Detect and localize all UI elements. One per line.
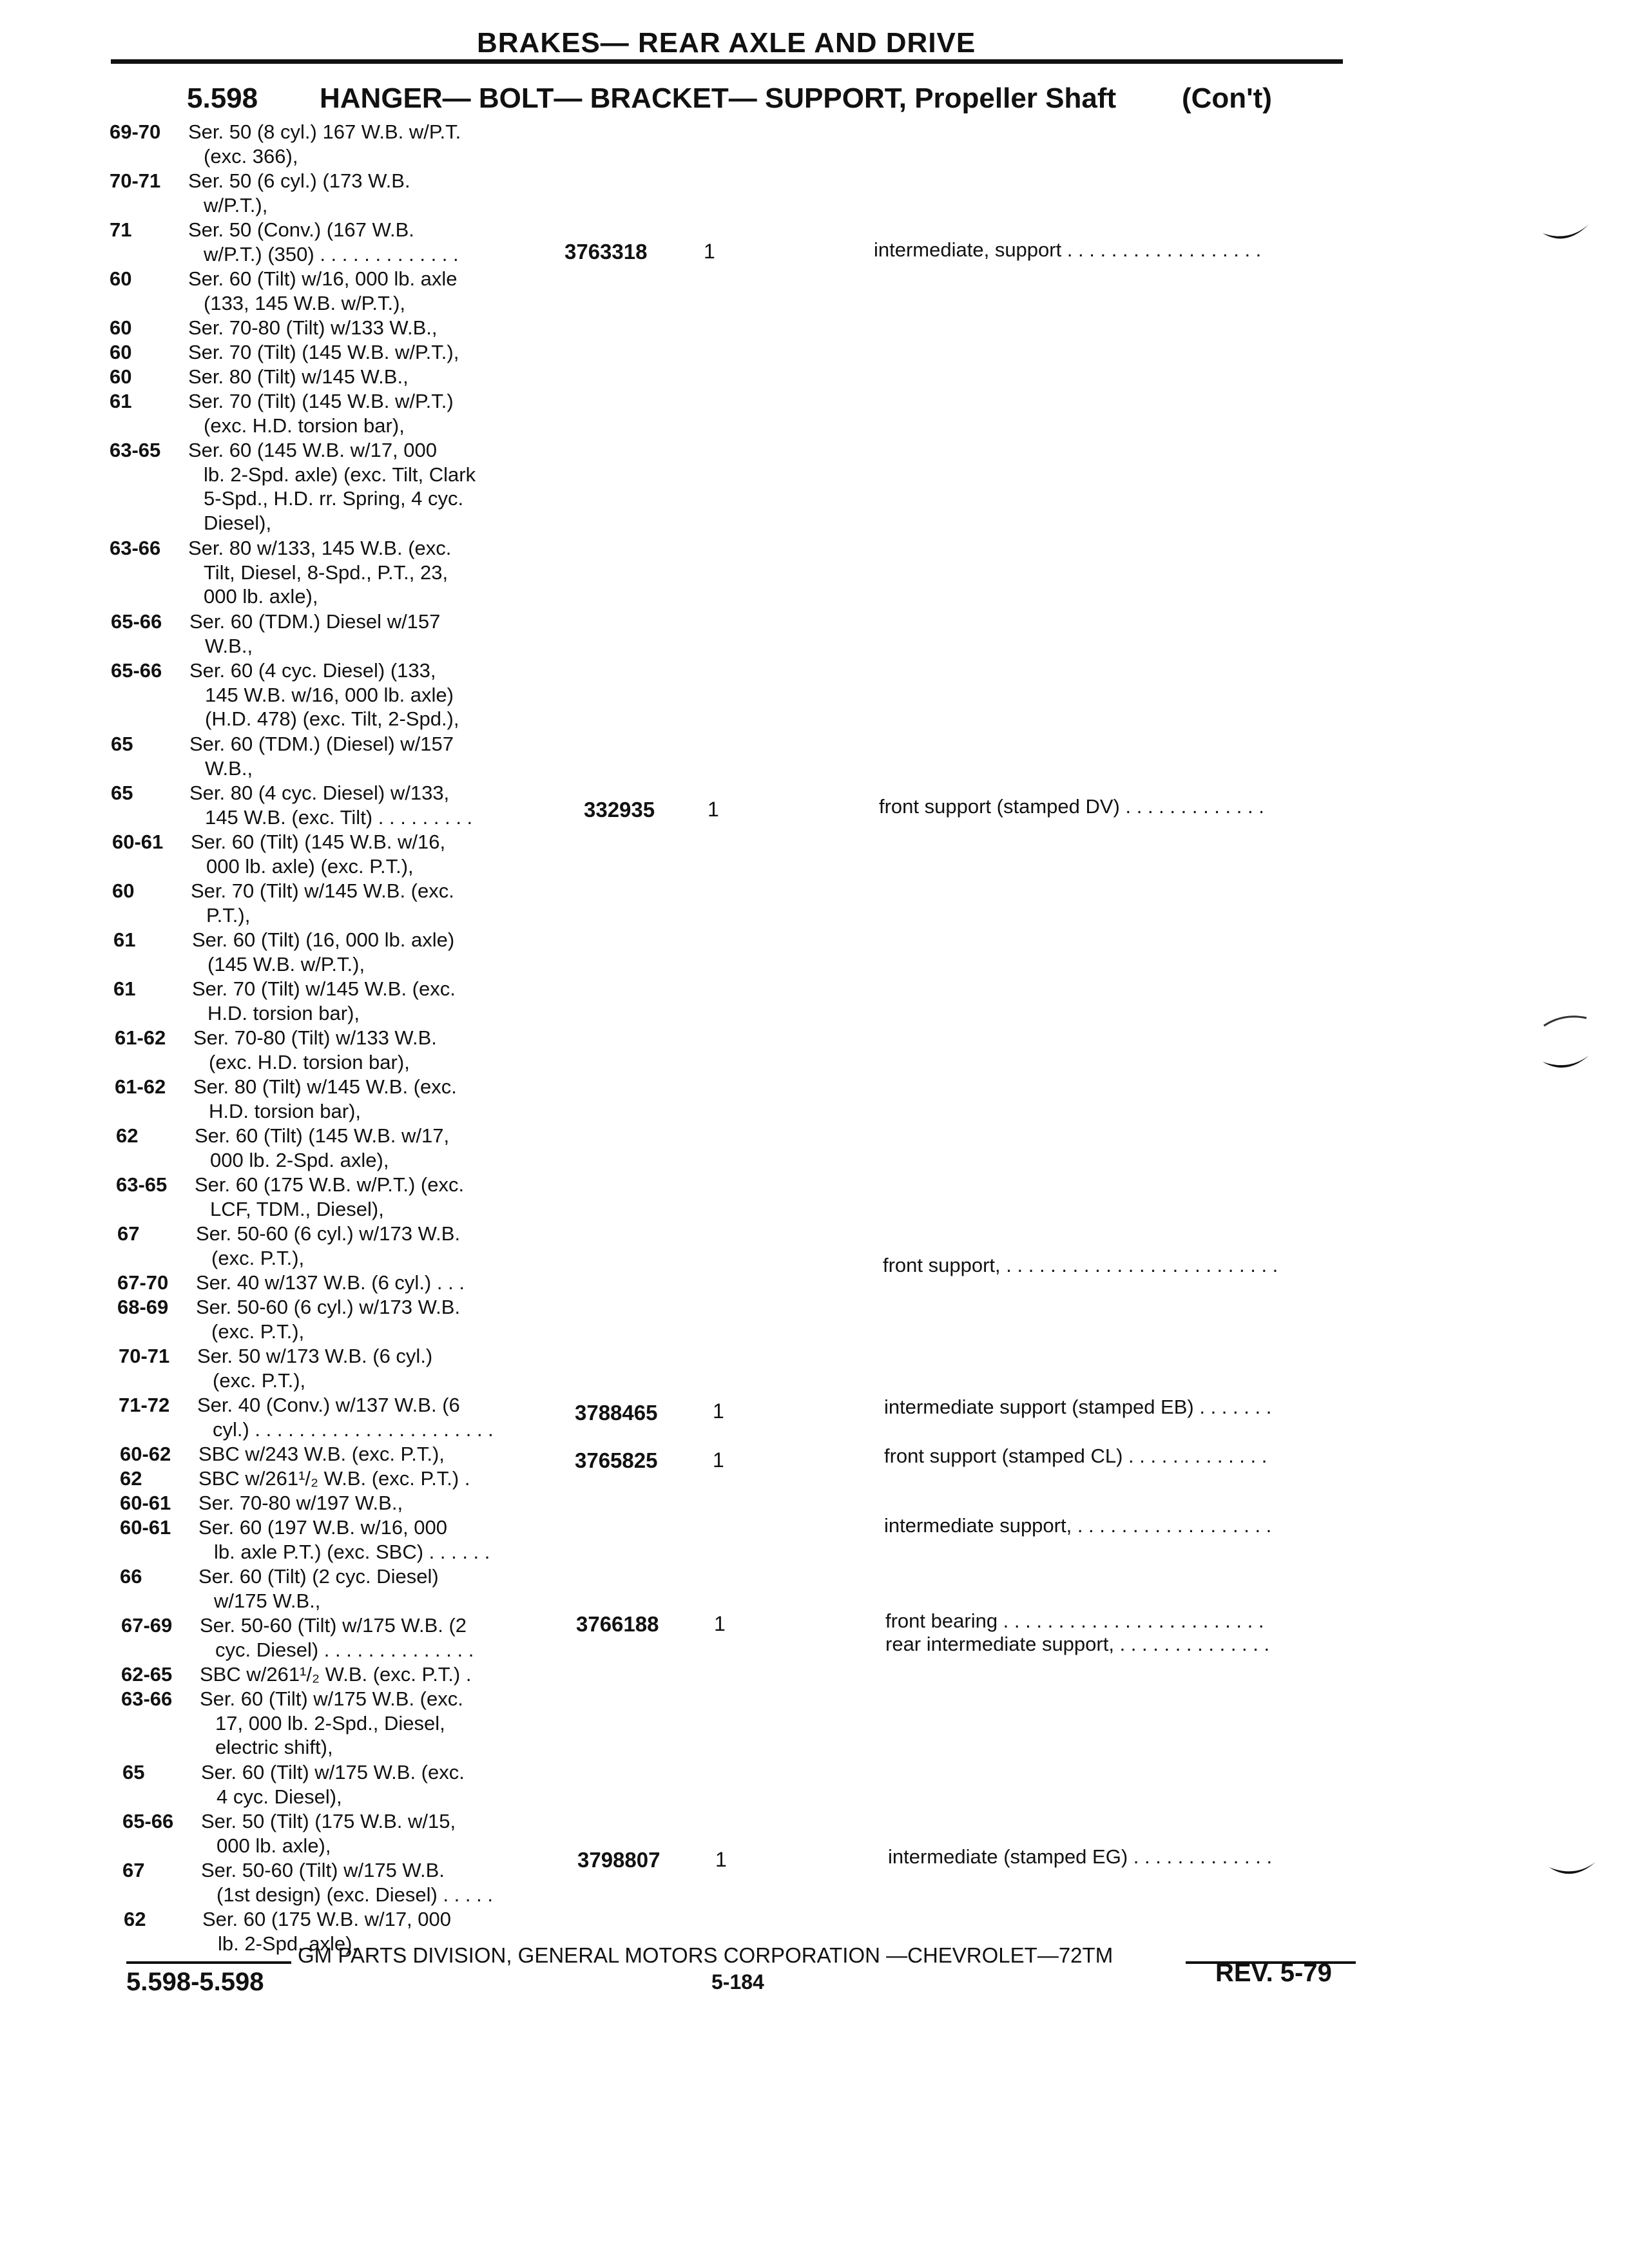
part-number: 3765825 [575,1448,658,1472]
entry-description: Ser. 50 w/173 W.B. (6 cyl.) (exc. P.T.), [197,1345,433,1392]
part-quantity: 1 [708,798,719,821]
binder-mark-icon [1547,1856,1598,1888]
entry-description: Ser. 60 (175 W.B. w/P.T.) (exc. LCF, TDM., Diesel), [195,1173,465,1220]
entry-description: Ser. 70 (Tilt) w/145 W.B. (exc. H.D. torsion bar), [192,977,456,1024]
entry-description: Ser. 60 (TDM.) (Diesel) w/157 W.B., [189,733,454,780]
entry-year: 67-70 [117,1271,169,1294]
entry-description: Ser. 40 w/137 W.B. (6 cyl.) . . . [196,1271,465,1294]
entry-year: 60 [110,267,132,290]
entry-year: 61-62 [115,1075,166,1098]
part-description: intermediate, support . . . . . . . . . . . . . . . . . . [874,238,1262,261]
entry-description: SBC w/261¹/₂ W.B. (exc. P.T.) . [198,1467,470,1490]
header-rule [111,59,1343,64]
part-quantity: 1 [704,240,715,263]
entry-year: 61 [113,928,136,951]
entry-description: Ser. 50-60 (Tilt) w/175 W.B. (1st design) (exc. Diesel) . . . . . [201,1859,493,1906]
entry-year: 60-62 [120,1443,171,1465]
entry-description: Ser. 60 (Tilt) (145 W.B. w/17, 000 lb. 2-Spd. axle), [195,1124,450,1171]
entry-year: 67 [122,1859,145,1881]
footer-page-number: 5-184 [711,1970,764,1994]
entry-year: 66 [120,1565,142,1588]
entry-description: Ser. 60 (Tilt) (145 W.B. w/16, 000 lb. axle) (exc. P.T.), [191,831,446,878]
entry-year: 60-61 [120,1516,171,1539]
section-continued-label: (Con't) [1182,82,1272,114]
entry-description: Ser. 80 (4 cyc. Diesel) w/133, 145 W.B. (exc. Tilt) . . . . . . . . . [189,782,473,829]
section-title: HANGER— BOLT— BRACKET— SUPPORT, Propeller Shaft [320,82,1117,114]
entry-year: 60-61 [120,1492,171,1514]
footer-revision: REV. 5-79 [1215,1959,1332,1987]
entry-year: 60 [110,365,132,388]
entry-description: Ser. 70 (Tilt) (145 W.B. w/P.T.) (exc. H.D. torsion bar), [188,390,454,437]
entry-description: Ser. 60 (TDM.) Diesel w/157 W.B., [189,610,441,657]
part-number: 3766188 [576,1612,659,1636]
entry-year: 65 [111,733,133,755]
entry-description: SBC w/243 W.B. (exc. P.T.), [198,1443,445,1465]
binder-mark-icon [1540,1012,1592,1031]
entry-year: 61 [113,977,136,1000]
part-number: 3788465 [575,1401,658,1425]
entry-year: 62 [120,1467,142,1490]
entry-description: Ser. 80 w/133, 145 W.B. (exc. Tilt, Diesel, 8-Spd., P.T., 23, 000 lb. axle), [188,537,452,608]
part-description: front support (stamped CL) . . . . . . . . . . . . . [884,1445,1268,1467]
entry-description: Ser. 70 (Tilt) (145 W.B. w/P.T.), [188,341,459,363]
footer-publisher: GM PARTS DIVISION, GENERAL MOTORS CORPORATION —CHEVROLET—72TM [298,1943,1113,1967]
entry-description: Ser. 60 (175 W.B. w/17, 000 lb. 2-Spd. axle), [202,1908,452,1955]
entry-year: 67 [117,1222,140,1245]
part-description: front support (stamped DV) . . . . . . . . . . . . . [879,795,1264,818]
entry-year: 63-65 [116,1173,168,1196]
entry-description: Ser. 60 (197 W.B. w/16, 000 lb. axle P.T.) (exc. SBC) . . . . . . [198,1516,490,1563]
entry-year: 70-71 [119,1345,170,1367]
entry-description: Ser. 60 (Tilt) w/175 W.B. (exc. 4 cyc. Diesel), [201,1761,465,1808]
entry-year: 63-66 [110,537,161,559]
part-description: front bearing . . . . . . . . . . . . . . . . . . . . . . . . [885,1610,1264,1632]
entry-year: 61 [110,390,132,412]
part-quantity: 1 [715,1848,727,1871]
entry-description: Ser. 70 (Tilt) w/145 W.B. (exc. P.T.), [191,879,454,927]
entry-description: Ser. 60 (Tilt) (2 cyc. Diesel) w/175 W.B., [198,1565,439,1612]
part-number: 3798807 [577,1848,660,1872]
entry-description: Ser. 50-60 (6 cyl.) w/173 W.B. (exc. P.T.), [196,1222,461,1269]
entry-year: 68-69 [117,1296,169,1318]
entry-year: 62 [124,1908,146,1930]
part-description: rear intermediate support, . . . . . . . . . . . . . . [885,1633,1270,1655]
entry-year: 60 [110,341,132,363]
entry-year: 65-66 [111,659,162,682]
entry-year: 70-71 [110,169,161,192]
entry-description: Ser. 60 (145 W.B. w/17, 000 lb. 2-Spd. axle) (exc. Tilt, Clark 5-Spd., H.D. rr. Spring, 4 cyc. Diesel), [188,439,476,534]
entry-year: 67-69 [121,1614,173,1637]
entry-year: 60 [112,879,135,902]
entry-year: 71 [110,218,132,241]
entry-description: Ser. 70-80 (Tilt) w/133 W.B. (exc. H.D. torsion bar), [193,1026,437,1073]
part-quantity: 1 [713,1399,724,1423]
footer-section-range: 5.598-5.598 [126,1968,264,1996]
entry-description: Ser. 80 (Tilt) w/145 W.B. (exc. H.D. torsion bar), [193,1075,457,1122]
entry-year: 65 [122,1761,145,1783]
binder-mark-icon [1540,1050,1592,1082]
entry-description: Ser. 70-80 (Tilt) w/133 W.B., [188,316,438,339]
part-quantity: 1 [714,1612,726,1635]
part-description: front support, . . . . . . . . . . . . . . . . . . . . . . . . . [883,1254,1278,1276]
entry-description: SBC w/261¹/₂ W.B. (exc. P.T.) . [200,1663,472,1686]
part-number: 332935 [584,798,655,822]
entry-year: 65-66 [122,1810,174,1832]
entry-year: 71-72 [119,1394,170,1416]
entry-description: Ser. 70-80 w/197 W.B., [198,1492,403,1514]
page-header-title: BRAKES— REAR AXLE AND DRIVE [477,27,976,59]
entry-year: 63-66 [121,1687,173,1710]
part-description: intermediate (stamped EG) . . . . . . . . . . . . . [888,1845,1273,1868]
entry-year: 61-62 [115,1026,166,1049]
entry-description: Ser. 80 (Tilt) w/145 W.B., [188,365,409,388]
part-quantity: 1 [713,1448,724,1472]
part-description: intermediate support (stamped EB) . . . . . . . [884,1396,1272,1418]
entry-description: Ser. 50 (8 cyl.) 167 W.B. w/P.T. (exc. 366), [188,120,461,168]
entry-year: 62 [116,1124,139,1147]
part-number: 3763318 [564,240,648,264]
entry-description: Ser. 60 (Tilt) w/16, 000 lb. axle (133, 145 W.B. w/P.T.), [188,267,458,314]
entry-year: 63-65 [110,439,161,461]
entry-year: 69-70 [110,120,161,143]
entry-description: Ser. 50 (6 cyl.) (173 W.B. w/P.T.), [188,169,410,216]
entry-year: 65 [111,782,133,804]
entry-description: Ser. 60 (Tilt) (16, 000 lb. axle) (145 W.B. w/P.T.), [192,928,455,975]
entry-description: Ser. 50 (Conv.) (167 W.B. w/P.T.) (350) . . . . . . . . . . . . . [188,218,459,265]
entry-description: Ser. 40 (Conv.) w/137 W.B. (6 cyl.) . . . . . . . . . . . . . . . . . . . . . . [197,1394,494,1441]
entry-description: Ser. 60 (Tilt) w/175 W.B. (exc. 17, 000 lb. 2-Spd., Diesel, electric shift), [200,1687,463,1758]
footer-rule-left [126,1961,291,1964]
entry-description: Ser. 50-60 (Tilt) w/175 W.B. (2 cyc. Diesel) . . . . . . . . . . . . . . [200,1614,474,1661]
entry-description: Ser. 50 (Tilt) (175 W.B. w/15, 000 lb. axle), [201,1810,456,1857]
entry-description: Ser. 50-60 (6 cyl.) w/173 W.B. (exc. P.T.), [196,1296,461,1343]
entry-description: Ser. 60 (4 cyc. Diesel) (133, 145 W.B. w/16, 000 lb. axle) (H.D. 478) (exc. Tilt, 2-Spd.), [189,659,459,730]
entry-year: 62-65 [121,1663,173,1686]
section-number: 5.598 [187,82,258,114]
binder-mark-icon [1540,219,1592,251]
entry-year: 60 [110,316,132,339]
part-description: intermediate support, . . . . . . . . . . . . . . . . . . [884,1514,1272,1537]
entry-year: 60-61 [112,831,164,853]
entry-year: 65-66 [111,610,162,633]
